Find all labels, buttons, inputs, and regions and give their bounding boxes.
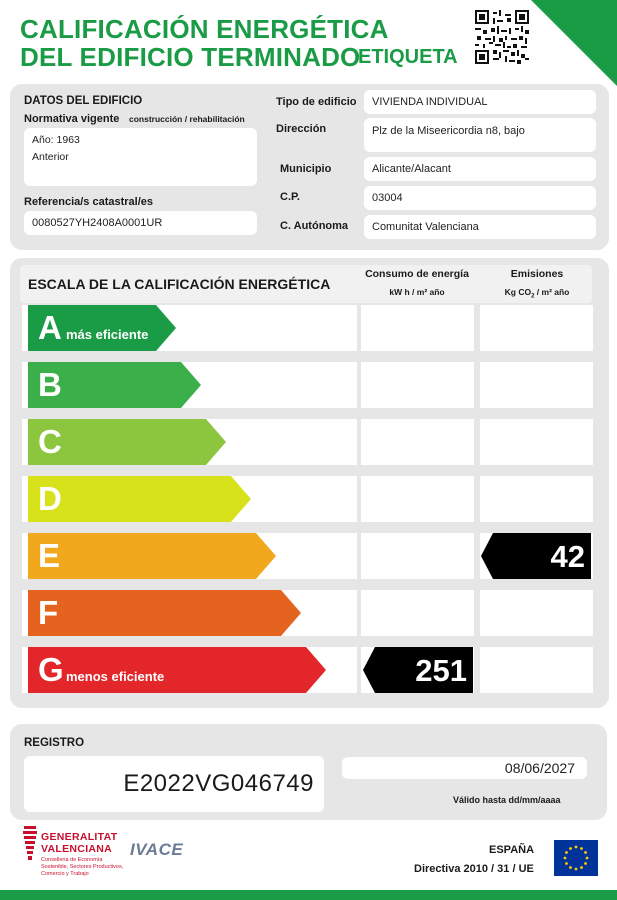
generalitat-shield-icon <box>22 826 38 862</box>
catastral-field: 0080527YH2408A0001UR <box>24 211 257 235</box>
consumo-indicator <box>363 647 473 693</box>
normativa-value: Anterior <box>32 151 69 163</box>
consumo-cell <box>361 362 474 408</box>
grade-letter: D <box>38 480 62 517</box>
grade-arrow-c <box>28 419 226 465</box>
emisiones-indicator-value: 42 <box>550 539 585 574</box>
grade-note: más eficiente <box>66 327 149 342</box>
consumo-cell <box>361 476 474 522</box>
corner-ribbon <box>531 0 617 86</box>
section-title-building: DATOS DEL EDIFICIO <box>24 95 143 107</box>
consumo-cell <box>361 590 474 636</box>
eu-star <box>584 862 587 865</box>
grade-arrow-g <box>28 647 326 693</box>
eu-star <box>586 857 589 860</box>
eu-star <box>565 851 568 854</box>
qr-code-icon[interactable] <box>475 10 529 64</box>
footer-bar <box>0 890 617 900</box>
valid-date: 08/06/2027 <box>504 760 575 776</box>
emisiones-header-text: Emisiones <box>510 268 564 280</box>
consumo-cell <box>361 419 474 465</box>
grade-arrow-a <box>28 305 176 351</box>
grade-letter: A <box>38 309 62 346</box>
tipo-label: Tipo de edificio <box>276 96 357 108</box>
normativa-field <box>24 128 257 186</box>
title-line-1: CALIFICACIÓN ENERGÉTICA <box>20 14 389 44</box>
normativa-label: Normativa vigente <box>24 113 120 125</box>
valid-date-field <box>342 757 587 779</box>
consumo-header-text: Consumo de energía <box>365 268 469 280</box>
grade-letter: E <box>38 537 61 574</box>
eu-star <box>564 857 567 860</box>
consumo-cell <box>361 305 474 351</box>
generalitat-logo <box>22 826 132 880</box>
eu-star <box>580 847 583 850</box>
emisiones-cell <box>480 647 593 693</box>
eu-star <box>575 846 578 849</box>
emisiones-unit-post: / m² año <box>534 287 570 297</box>
valid-label: Válido hasta dd/mm/aaaa <box>453 795 561 805</box>
direccion-label: Dirección <box>276 123 327 135</box>
eu-star <box>575 868 578 871</box>
normativa-sublabel: construcción / rehabilitación <box>129 114 245 124</box>
direccion-field: Plz de la Miseericordia n8, bajo <box>364 118 596 152</box>
consumo-cell <box>361 533 474 579</box>
gv-sub2: Sostenible, Sectores Productivos, <box>41 864 124 870</box>
emisiones-unit <box>480 287 594 300</box>
emisiones-unit-pre: Kg CO <box>504 287 532 297</box>
ca-field: Comunitat Valenciana <box>364 215 596 239</box>
ivace-logo: IVACE <box>130 840 184 859</box>
registro-code: E2022VG046749 <box>123 770 314 797</box>
gv-line2: VALENCIANA <box>41 843 113 855</box>
emisiones-indicator <box>481 533 591 579</box>
emisiones-cell <box>480 476 593 522</box>
eu-star <box>584 851 587 854</box>
emisiones-cell <box>480 590 593 636</box>
cp-label: C.P. <box>280 191 300 203</box>
consumo-unit: kW h / m² año <box>389 287 445 297</box>
title-line-2: DEL EDIFICIO TERMINADO <box>20 42 361 72</box>
gv-sub3: Comercio y Trabajo <box>41 871 89 877</box>
tipo-field: VIVIENDA INDIVIDUAL <box>364 90 596 114</box>
cp-field: 03004 <box>364 186 596 210</box>
grade-letter: F <box>38 594 59 631</box>
catastral-label: Referencia/s catastral/es <box>24 196 154 208</box>
grade-note: menos eficiente <box>66 669 165 684</box>
eu-flag-icon <box>554 840 598 876</box>
emisiones-cell <box>480 305 593 351</box>
eu-star <box>565 862 568 865</box>
grade-arrow-f <box>28 590 301 636</box>
eu-star <box>569 866 572 869</box>
municipio-label: Municipio <box>280 163 332 175</box>
year-value: Año: 1963 <box>32 134 80 146</box>
directive-label: Directiva 2010 / 31 / UE <box>414 863 534 875</box>
eu-star <box>580 866 583 869</box>
emisiones-cell <box>480 419 593 465</box>
grade-arrow-e <box>28 533 276 579</box>
registro-label: REGISTRO <box>24 737 85 749</box>
gv-line1: GENERALITAT <box>41 831 118 843</box>
consumo-header <box>360 268 474 297</box>
grade-letter: B <box>38 366 62 403</box>
country-label: ESPAÑA <box>489 844 535 856</box>
emisiones-cell <box>480 362 593 408</box>
emisiones-header <box>480 268 594 300</box>
grade-letter: G <box>38 651 64 688</box>
gv-sub1: Conselleria de Economía <box>41 857 103 863</box>
grade-arrow-d <box>28 476 251 522</box>
grade-arrow-b <box>28 362 201 408</box>
grade-letter: C <box>38 423 62 460</box>
emisiones-unit-sub: 2 <box>531 293 535 300</box>
label-type: ETIQUETA <box>358 46 458 68</box>
eu-star <box>569 847 572 850</box>
consumo-indicator-value: 251 <box>415 653 467 688</box>
scale-title: ESCALA DE LA CALIFICACIÓN ENERGÉTICA <box>28 276 331 292</box>
registro-code-field <box>24 756 324 812</box>
ca-label: C. Autónoma <box>280 220 349 232</box>
municipio-field: Alicante/Alacant <box>364 157 596 181</box>
